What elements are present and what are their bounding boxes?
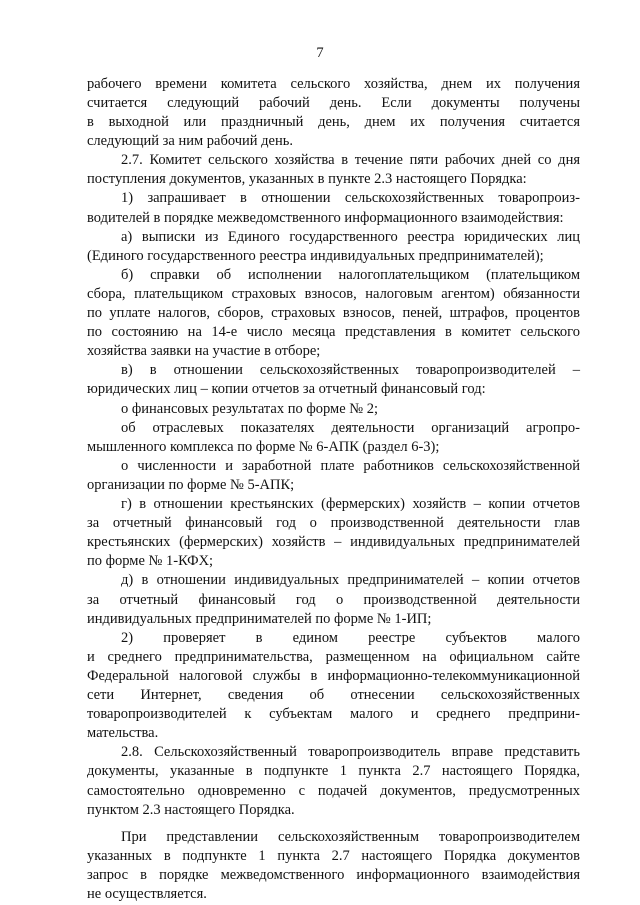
text-line: 2) проверяет в едином реестре субъектов малого [121,630,580,646]
text-line: по уплате налогов, сборов, страховых взносов, пеней, штрафов, процентов [87,305,580,321]
text-line: считается следующий рабочий день. Если документы получены [87,95,580,111]
text-line: При представлении сельскохозяйственным товаропроизводителем [121,829,580,845]
text-line: (Единого государственного реестра индивидуальных предпринимателей); [87,248,544,264]
text-line: об отраслевых показателях деятельности организаций агропро- [121,420,580,436]
text-line: водителей в порядке межведомственного информационного взаимодействия: [87,210,564,226]
text-line: крестьянских (фермерских) хозяйств – индивидуальных предпринимателей [87,534,580,550]
text-line: 2.8. Сельскохозяйственный товаропроизводитель вправе представить [121,744,580,760]
text-line: мышленного комплекса по форме № 6-АПК (раздел 6-3); [87,439,440,455]
text-line: г) в отношении крестьянских (фермерских) хозяйств – копии отчетов [121,496,580,512]
text-line: самостоятельно одновременно с подачей документов, предусмотренных [87,783,580,799]
text-line: следующий за ним рабочий день. [87,133,293,149]
text-line: о численности и заработной плате работников сельскохозяйственной [121,458,580,474]
text-line: по состоянию на 14-е число месяца представления в комитет сельского [87,324,580,340]
text-line: пунктом 2.3 настоящего Порядка. [87,802,295,818]
text-line: мательства. [87,725,159,741]
text-line: 1) запрашивает в отношении сельскохозяйственных товаропроиз- [121,190,580,206]
text-line: указанных в подпункте 1 пункта 2.7 настоящего Порядка документов [87,848,580,864]
text-line: б) справки об исполнении налогоплательщиком (плательщиком [121,267,580,283]
text-line: поступления документов, указанных в пункте 2.3 настоящего Порядка: [87,171,527,187]
text-line: сбора, плательщиком страховых взносов, налоговым агентом) обязанности [87,286,580,302]
text-line: о финансовых результатах по форме № 2; [121,401,379,417]
text-line: за отчетный финансовый год о производственной деятельности [87,592,580,608]
text-line: хозяйства заявки на участие в отборе; [87,343,321,359]
text-line: 2.7. Комитет сельского хозяйства в течение пяти рабочих дней со дня [121,152,580,168]
text-line: д) в отношении индивидуальных предпринимателей – копии отчетов [121,572,580,588]
text-line: по форме № 1-КФХ; [87,553,214,569]
text-line: и среднего предпринимательства, размещенном на официальном сайте [87,649,580,665]
text-line: индивидуальных предпринимателей по форме № 1-ИП; [87,611,432,627]
text-line: товаропроизводителей к субъектам малого и среднего предприни- [87,706,580,722]
page-number: 7 [316,45,324,61]
text-line: не осуществляется. [87,886,207,902]
text-line: в выходной или праздничный день, днем их получения считается [87,114,580,130]
text-line: в) в отношении сельскохозяйственных товаропроизводителей – [121,362,580,378]
text-line: запрос в порядке межведомственного информационного взаимодействия [87,867,580,883]
text-line: юридических лиц – копии отчетов за отчетный финансовый год: [87,381,486,397]
text-line: организации по форме № 5-АПК; [87,477,295,493]
text-line: рабочего времени комитета сельского хозяйства, днем их получения [87,76,580,92]
text-line: за отчетный финансовый год о производственной деятельности глав [87,515,580,531]
text-line: Федеральной налоговой службы в информационно-телекоммуникационной [87,668,580,684]
text-line: документы, указанные в подпункте 1 пункта 2.7 настоящего Порядка, [87,763,580,779]
text-line: сети Интернет, сведения об отнесении сельскохозяйственных [87,687,580,703]
text-line: а) выписки из Единого государственного реестра юридических лиц [121,229,580,245]
